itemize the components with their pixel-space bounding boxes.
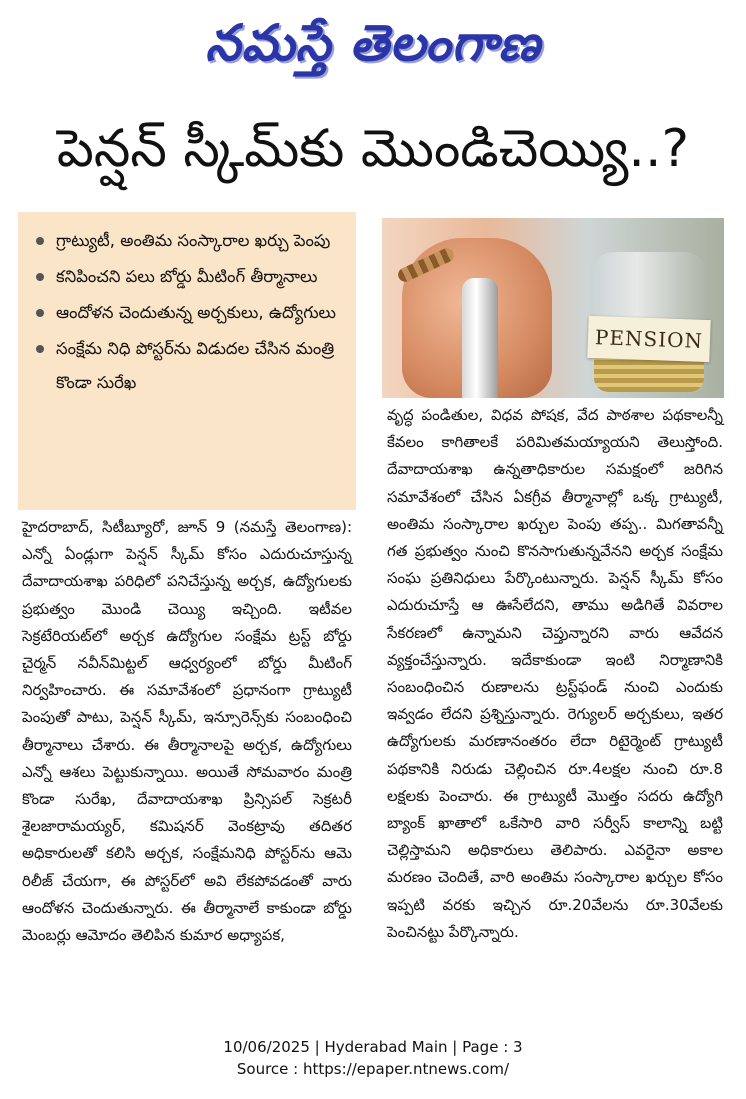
- footer: [0, 1036, 746, 1080]
- highlights-list: [32, 224, 344, 400]
- article-column-right: [387, 402, 723, 1014]
- footer-date-edition: 10/06/2025 | Hyderabad Main | Page : 3: [223, 1038, 523, 1056]
- pension-jar-photo: [382, 218, 724, 398]
- walking-cane-shape: [462, 278, 498, 398]
- article-column-left: [22, 514, 352, 1014]
- pension-label: PENSION: [587, 316, 710, 362]
- masthead-title: నమస్తే తెలంగాణ: [205, 13, 541, 72]
- article-paragraph: వృద్ధ పండితుల, విధవ పోషక, వేద పాఠశాల పథకాలన్నీ కేవలం కాగితాలకే పరిమితమయ్యాయని తెలుస్తోంది. దేవాదాయశాఖ ఉన్నతాధికారుల సమక్షంలో జరిగిన సమావేశంలో చేసిన ఏకగ్రీవ తీర్మానాల్లో ఒక్క గ్రాట్యుటీ, అంతిమ సంస్కారాల ఖర్చుల పెంపు తప్ప.. మిగతావన్నీ గత ప్రభుత్వం నుంచి కొనసాగుతున్నవేనని అర్చక సంక్షేమ సంఘ ప్రతినిధులు పేర్కొంటున్నారు. పెన్షన్ స్కీమ్ కోసం ఎదురుచూస్తే ఆ ఊసేలేదని, తాము అడిగితే వివరాల సేకరణలో ఉన్నామని చెప్తున్నారని వారు ఆవేదన వ్యక్తంచేస్తున్నారు. ఇదేకాకుండా ఇంటి నిర్మాణానికి సంబంధించిన రుణాలను ట్రస్ట్‌ఫండ్ నుంచి ఎందుకు ఇవ్వడం లేదని ప్రశ్నిస్తున్నారు. రెగ్యులర్ అర్చకులు, ఇతర ఉద్యోగులకు మరణానంతరం లేదా రిటైర్మెంట్ గ్రాట్యుటీ పథకానికి నిరుడు చెల్లించిన రూ.4లక్షల నుంచి రూ.8 లక్షలకు పెంచారు. ఈ గ్రాట్యుటీ మొత్తం సదరు ఉద్యోగి బ్యాంక్ ఖాతాలో ఒకేసారి వారి సర్వీస్ కాలాన్ని బట్టి చెల్లిస్తామని అధికారులు తెలిపారు. ఎవరైనా అకాల మరణం చెందితే, వారి అంతిమ సంస్కారాల ఖర్చుల కోసం ఇప్పటి వరకు ఇచ్చిన రూ.20వేలను రూ.30వేలకు పెంచినట్టు పేర్కొన్నారు.: [387, 406, 723, 941]
- article-paragraph: హైదరాబాద్, సిటీబ్యూరో, జూన్ 9 (నమస్తే తెలంగాణ): ఎన్నో ఏండ్లుగా పెన్షన్ స్కీమ్ కోసం ఎదురుచూస్తున్న దేవాదాయశాఖ పరిధిలో పనిచేస్తున్న అర్చక, ఉద్యోగులకు ప్రభుత్వం మొండి చెయ్యి ఇచ్చింది. ఇటీవల సెక్రటేరియట్‌లో అర్చక ఉద్యోగుల సంక్షేమ ట్రస్ట్ బోర్డు చైర్మన్ నవీన్‌మిట్టల్ ఆధ్వర్యంలో బోర్డు మీటింగ్ నిర్వహించారు. ఈ సమావేశంలో ప్రధానంగా గ్రాట్యుటీ పెంపుతో పాటు, పెన్షన్ స్కీమ్, ఇన్సూరెన్స్‌కు సంబంధించి తీర్మానాలు చేశారు. ఈ తీర్మానాలపై అర్చక, ఉద్యోగులు ఎన్నో ఆశలు పెట్టుకున్నాయి. అయితే సోమవారం మంత్రి కొండా సురేఖ, దేవాదాయశాఖ ప్రిన్సిపల్ సెక్రటరీ శైలజారామయ్యర్, కమిషనర్ వెంకట్రావు తదితర అధికారులతో కలిసి అర్చక, సంక్షేమనిధి పోస్టర్‌ను ఆమె రిలీజ్ చేయగా, ఈ పోస్టర్‌లో అవి లేకపోవడంతో వారు ఆందోళన చెందుతున్నారు. ఈ తీర్మానాలే కాకుండా బోర్డు మెంబర్లు ఆమోదం తెలిపిన కుమార అధ్యాపక,: [22, 518, 352, 945]
- footer-source: Source : https://epaper.ntnews.com/: [236, 1060, 510, 1078]
- headline: పెన్షన్ స్కీమ్‌కు మొండిచెయ్యి..?: [56, 119, 690, 179]
- highlights-box: [18, 212, 356, 510]
- highlight-item: గ్రాట్యుటీ, అంతిమ సంస్కారాల ఖర్చు పెంపు: [32, 224, 344, 258]
- highlight-item: కనిపించని పలు బోర్డు మీటింగ్ తీర్మానాలు: [32, 260, 344, 294]
- highlight-item: సంక్షేమ నిధి పోస్టర్‌ను విడుదల చేసిన మంత్రి కొండా సురేఖ: [32, 332, 344, 400]
- highlight-item: ఆందోళన చెందుతున్న అర్చకులు, ఉద్యోగులు: [32, 296, 344, 330]
